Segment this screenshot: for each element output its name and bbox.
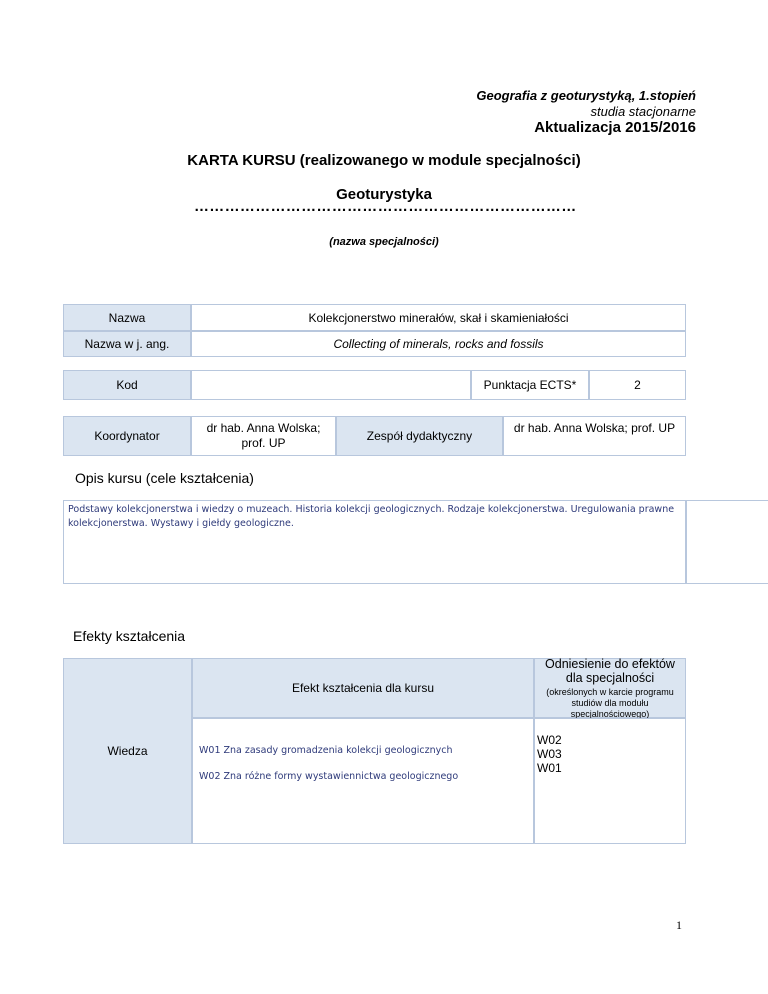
efekty-item: W01 Zna zasady gromadzenia kolekcji geologicznych (199, 745, 453, 756)
ects-value: 2 (589, 370, 686, 400)
code-value (191, 370, 471, 400)
code-label: Kod (63, 370, 191, 400)
specialty-caption: (nazwa specjalności) (329, 236, 439, 248)
coordinator-value: dr hab. Anna Wolska; prof. UP (191, 416, 336, 456)
coordinator-label: Koordynator (63, 416, 191, 456)
efekty-items-cell (192, 718, 534, 844)
opis-side-cell (686, 500, 768, 584)
efekty-ref: W03 (537, 747, 562, 761)
opis-section-title: Opis kursu (cele kształcenia) (75, 470, 254, 486)
name-value: Kolekcjonerstwo minerałów, skał i skamieniałości (191, 304, 686, 331)
team-value: dr hab. Anna Wolska; prof. UP (503, 416, 686, 456)
name-label: Nazwa (63, 304, 191, 331)
name-en-value: Collecting of minerals, rocks and fossils (191, 331, 686, 357)
study-mode: studia stacjonarne (590, 104, 696, 119)
page-title: KARTA KURSU (realizowanego w module specjalności) (187, 152, 581, 169)
reference-header-sub: (określonych w karcie programu studiów dla modułu specjalnościowego) (546, 686, 674, 719)
efekty-item: W02 Zna różne formy wystawiennictwa geologicznego (199, 771, 459, 782)
update-year: Aktualizacja 2015/2016 (534, 119, 696, 136)
specialty-name: Geoturystyka (336, 186, 432, 203)
efekty-ref: W01 (537, 761, 562, 775)
ects-label: Punktacja ECTS* (471, 370, 589, 400)
program-name: Geografia z geoturystyką, 1.stopień (476, 88, 696, 103)
name-en-label: Nazwa w j. ang. (63, 331, 191, 357)
opis-text: Podstawy kolekcjonerstwa i wiedzy o muzeach. Historia kolekcji geologicznych. Rodzaje kolekcjonerstwa. Uregulowania prawne kolekcjonerstwa. Wystawy i giełdy geologiczne. (63, 500, 686, 584)
specialty-dotted-line: ………………………………………………………………… (194, 198, 576, 215)
team-label: Zespół dydaktyczny (336, 416, 503, 456)
page-number: 1 (676, 918, 682, 932)
reference-header-main: Odniesienie do efektów dla specjalności (545, 656, 675, 685)
efekty-category: Wiedza (63, 658, 192, 844)
efekty-column-header: Efekt kształcenia dla kursu (192, 658, 534, 718)
efekty-reference-header (534, 658, 686, 718)
efekty-refs-cell (534, 718, 686, 844)
efekty-section-title: Efekty kształcenia (73, 628, 186, 644)
efekty-ref: W02 (537, 733, 562, 747)
